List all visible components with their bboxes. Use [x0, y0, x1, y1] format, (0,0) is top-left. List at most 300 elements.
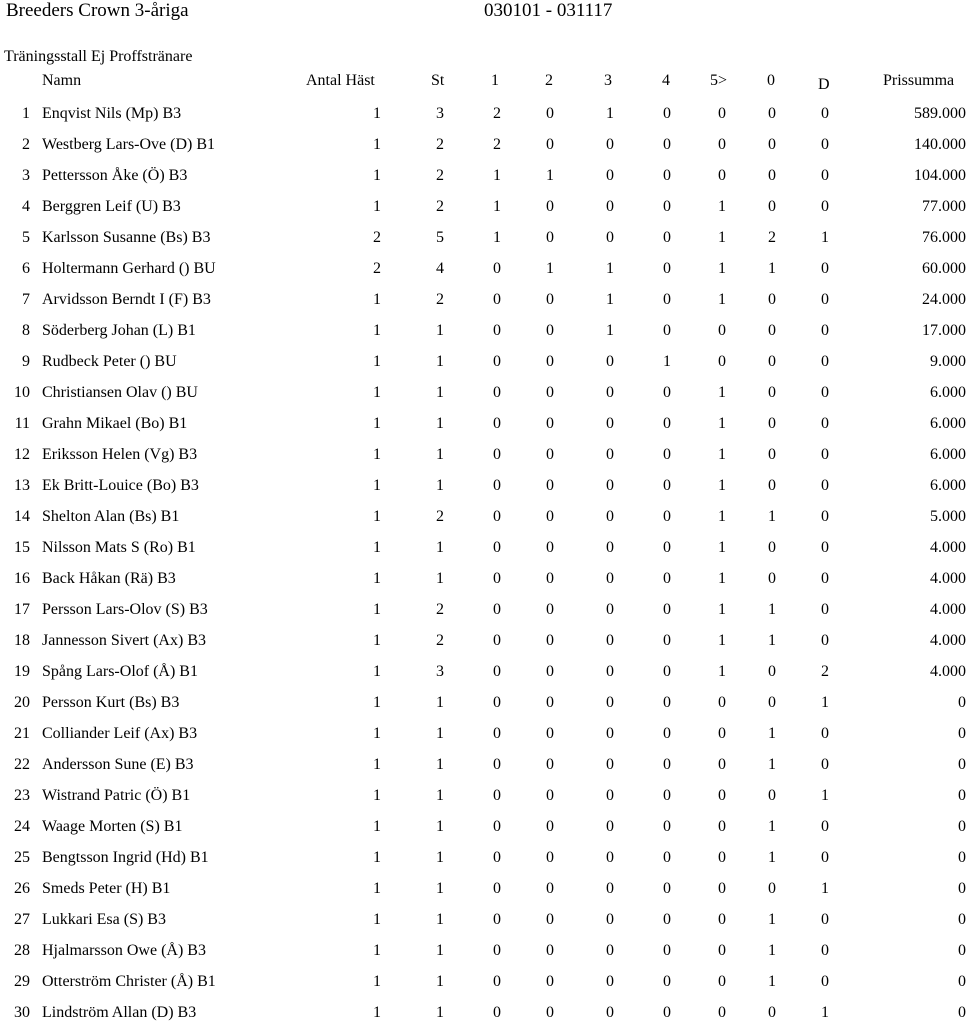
row-zero: 1 [768, 756, 776, 773]
row-fourth: 0 [663, 136, 671, 153]
row-fourth: 0 [663, 570, 671, 587]
row-first: 0 [493, 849, 501, 866]
row-disqualified: 0 [821, 446, 829, 463]
row-fourth: 0 [663, 1004, 671, 1021]
row-zero: 1 [768, 508, 776, 525]
table-row [0, 409, 966, 440]
row-name: Christiansen Olav () BU [42, 384, 198, 401]
row-second: 0 [546, 787, 554, 804]
row-antal: 1 [373, 911, 381, 928]
row-fourth: 0 [663, 663, 671, 680]
row-rank: 27 [14, 911, 30, 928]
row-starts: 1 [436, 322, 444, 339]
table-row [0, 502, 966, 533]
row-first: 0 [493, 632, 501, 649]
row-zero: 1 [768, 632, 776, 649]
row-antal: 1 [373, 942, 381, 959]
row-disqualified: 0 [821, 508, 829, 525]
row-name: Enqvist Nils (Mp) B3 [42, 105, 182, 122]
row-fifth-plus: 0 [718, 353, 726, 370]
row-second: 0 [546, 973, 554, 990]
row-antal: 1 [373, 725, 381, 742]
row-third: 0 [606, 911, 614, 928]
row-fifth-plus: 0 [718, 973, 726, 990]
row-name: Persson Lars-Olov (S) B3 [42, 601, 208, 618]
row-disqualified: 0 [821, 260, 829, 277]
row-rank: 1 [22, 105, 30, 122]
row-disqualified: 0 [821, 322, 829, 339]
row-antal: 1 [373, 694, 381, 711]
row-prize: 0 [958, 694, 966, 711]
row-third: 0 [606, 229, 614, 246]
row-fifth-plus: 0 [718, 322, 726, 339]
row-starts: 1 [436, 911, 444, 928]
row-fifth-plus: 1 [718, 632, 726, 649]
row-name: Wistrand Patric (Ö) B1 [42, 787, 191, 804]
row-first: 0 [493, 942, 501, 959]
row-first: 0 [493, 384, 501, 401]
row-third: 0 [606, 694, 614, 711]
row-zero: 1 [768, 601, 776, 618]
row-name: Söderberg Johan (L) B1 [42, 322, 196, 339]
row-name: Persson Kurt (Bs) B3 [42, 694, 180, 711]
row-name: Jannesson Sivert (Ax) B3 [42, 632, 206, 649]
row-second: 0 [546, 229, 554, 246]
row-third: 0 [606, 818, 614, 835]
row-zero: 0 [768, 291, 776, 308]
row-prize: 60.000 [922, 260, 966, 277]
row-prize: 0 [958, 880, 966, 897]
row-disqualified: 0 [821, 756, 829, 773]
row-fifth-plus: 1 [718, 384, 726, 401]
row-second: 0 [546, 725, 554, 742]
row-first: 0 [493, 725, 501, 742]
row-antal: 1 [373, 105, 381, 122]
row-first: 0 [493, 880, 501, 897]
row-prize: 4.000 [930, 663, 966, 680]
row-zero: 0 [768, 570, 776, 587]
row-zero: 0 [768, 1004, 776, 1021]
row-fourth: 0 [663, 508, 671, 525]
row-fourth: 0 [663, 725, 671, 742]
row-first: 2 [493, 136, 501, 153]
row-zero: 0 [768, 880, 776, 897]
row-third: 0 [606, 198, 614, 215]
column-header-fifth-plus: 5> [710, 72, 728, 89]
row-name: Arvidsson Berndt I (F) B3 [42, 291, 211, 308]
row-fifth-plus: 1 [718, 260, 726, 277]
row-second: 0 [546, 477, 554, 494]
row-fifth-plus: 0 [718, 694, 726, 711]
row-prize: 4.000 [930, 570, 966, 587]
row-name: Ek Britt-Louice (Bo) B3 [42, 477, 199, 494]
row-fifth-plus: 0 [718, 849, 726, 866]
row-starts: 1 [436, 849, 444, 866]
row-first: 2 [493, 105, 501, 122]
row-third: 0 [606, 353, 614, 370]
row-fifth-plus: 0 [718, 787, 726, 804]
row-prize: 0 [958, 818, 966, 835]
row-fourth: 0 [663, 291, 671, 308]
row-fifth-plus: 0 [718, 756, 726, 773]
row-fourth: 0 [663, 880, 671, 897]
row-first: 1 [493, 167, 501, 184]
table-row [0, 874, 966, 905]
row-starts: 1 [436, 384, 444, 401]
row-antal: 1 [373, 198, 381, 215]
table-row [0, 254, 966, 285]
row-starts: 1 [436, 942, 444, 959]
row-disqualified: 0 [821, 973, 829, 990]
row-third: 0 [606, 446, 614, 463]
row-first: 0 [493, 477, 501, 494]
row-starts: 1 [436, 570, 444, 587]
row-disqualified: 1 [821, 787, 829, 804]
row-third: 1 [606, 105, 614, 122]
row-antal: 1 [373, 849, 381, 866]
row-zero: 0 [768, 353, 776, 370]
row-first: 1 [493, 198, 501, 215]
row-fourth: 0 [663, 942, 671, 959]
row-antal: 1 [373, 136, 381, 153]
row-fifth-plus: 1 [718, 601, 726, 618]
row-disqualified: 0 [821, 198, 829, 215]
row-second: 0 [546, 508, 554, 525]
row-second: 0 [546, 849, 554, 866]
row-prize: 6.000 [930, 384, 966, 401]
row-prize: 24.000 [922, 291, 966, 308]
row-second: 0 [546, 942, 554, 959]
row-first: 0 [493, 539, 501, 556]
row-fifth-plus: 1 [718, 539, 726, 556]
row-fourth: 0 [663, 756, 671, 773]
table-body [0, 99, 966, 1029]
row-fifth-plus: 0 [718, 942, 726, 959]
row-rank: 7 [22, 291, 30, 308]
row-antal: 1 [373, 446, 381, 463]
row-disqualified: 0 [821, 849, 829, 866]
row-starts: 3 [436, 663, 444, 680]
row-rank: 26 [14, 880, 30, 897]
row-antal: 1 [373, 880, 381, 897]
row-zero: 0 [768, 477, 776, 494]
table-row [0, 192, 966, 223]
row-starts: 3 [436, 105, 444, 122]
row-starts: 1 [436, 415, 444, 432]
row-third: 0 [606, 787, 614, 804]
row-rank: 20 [14, 694, 30, 711]
row-antal: 1 [373, 508, 381, 525]
row-second: 0 [546, 198, 554, 215]
row-second: 0 [546, 322, 554, 339]
row-third: 0 [606, 415, 614, 432]
row-second: 0 [546, 756, 554, 773]
row-prize: 6.000 [930, 446, 966, 463]
row-rank: 21 [14, 725, 30, 742]
row-zero: 1 [768, 725, 776, 742]
row-first: 0 [493, 818, 501, 835]
row-starts: 1 [436, 353, 444, 370]
row-fourth: 0 [663, 260, 671, 277]
row-starts: 1 [436, 725, 444, 742]
row-starts: 2 [436, 508, 444, 525]
table-row [0, 998, 966, 1029]
row-antal: 1 [373, 973, 381, 990]
column-header-prize: Prissumma [883, 72, 955, 89]
table-header [0, 72, 960, 94]
row-antal: 2 [373, 229, 381, 246]
row-prize: 104.000 [914, 167, 966, 184]
row-rank: 25 [14, 849, 30, 866]
row-third: 0 [606, 725, 614, 742]
row-third: 0 [606, 136, 614, 153]
row-rank: 19 [14, 663, 30, 680]
table-row [0, 347, 966, 378]
row-first: 0 [493, 1004, 501, 1021]
row-third: 0 [606, 1004, 614, 1021]
row-prize: 77.000 [922, 198, 966, 215]
row-zero: 0 [768, 446, 776, 463]
row-prize: 17.000 [922, 322, 966, 339]
row-fifth-plus: 0 [718, 1004, 726, 1021]
row-starts: 2 [436, 291, 444, 308]
row-starts: 1 [436, 446, 444, 463]
row-fourth: 0 [663, 105, 671, 122]
row-disqualified: 1 [821, 1004, 829, 1021]
row-first: 0 [493, 601, 501, 618]
row-second: 0 [546, 694, 554, 711]
row-first: 0 [493, 446, 501, 463]
row-disqualified: 0 [821, 632, 829, 649]
row-prize: 0 [958, 942, 966, 959]
row-rank: 3 [22, 167, 30, 184]
row-second: 0 [546, 911, 554, 928]
row-disqualified: 0 [821, 415, 829, 432]
row-first: 0 [493, 756, 501, 773]
row-second: 0 [546, 105, 554, 122]
report-period: 030101 - 031117 [484, 0, 613, 21]
row-zero: 2 [768, 229, 776, 246]
table-row [0, 967, 966, 998]
column-header-fourth: 4 [662, 72, 670, 89]
row-starts: 1 [436, 539, 444, 556]
row-antal: 1 [373, 353, 381, 370]
row-first: 0 [493, 260, 501, 277]
row-starts: 1 [436, 477, 444, 494]
table-row [0, 440, 966, 471]
row-fifth-plus: 1 [718, 415, 726, 432]
row-third: 0 [606, 477, 614, 494]
row-third: 0 [606, 663, 614, 680]
row-zero: 1 [768, 973, 776, 990]
row-antal: 1 [373, 632, 381, 649]
row-starts: 1 [436, 1004, 444, 1021]
row-first: 0 [493, 663, 501, 680]
table-row [0, 161, 966, 192]
row-rank: 22 [14, 756, 30, 773]
row-fifth-plus: 0 [718, 911, 726, 928]
row-fifth-plus: 1 [718, 229, 726, 246]
row-third: 0 [606, 601, 614, 618]
row-disqualified: 0 [821, 384, 829, 401]
row-prize: 0 [958, 787, 966, 804]
row-first: 0 [493, 415, 501, 432]
row-disqualified: 0 [821, 911, 829, 928]
row-rank: 18 [14, 632, 30, 649]
row-name: Lindström Allan (D) B3 [42, 1004, 197, 1021]
column-header-zero: 0 [767, 72, 775, 89]
column-header-antal: Antal Häst [306, 72, 375, 89]
row-second: 0 [546, 880, 554, 897]
table-row [0, 781, 966, 812]
report-title: Breeders Crown 3-åriga [6, 0, 189, 21]
row-name: Waage Morten (S) B1 [42, 818, 183, 835]
row-fourth: 0 [663, 384, 671, 401]
row-name: Shelton Alan (Bs) B1 [42, 508, 180, 525]
row-name: Otterström Christer (Å) B1 [42, 973, 216, 990]
row-second: 0 [546, 663, 554, 680]
row-first: 0 [493, 694, 501, 711]
row-name: Rudbeck Peter () BU [42, 353, 177, 370]
row-rank: 11 [14, 415, 30, 432]
row-third: 0 [606, 632, 614, 649]
row-disqualified: 0 [821, 167, 829, 184]
row-starts: 1 [436, 787, 444, 804]
row-third: 0 [606, 508, 614, 525]
row-antal: 1 [373, 601, 381, 618]
row-disqualified: 0 [821, 136, 829, 153]
row-antal: 2 [373, 260, 381, 277]
row-fifth-plus: 1 [718, 291, 726, 308]
row-prize: 6.000 [930, 477, 966, 494]
row-fourth: 0 [663, 477, 671, 494]
column-header-disqualified: D [818, 76, 830, 93]
row-prize: 0 [958, 911, 966, 928]
row-third: 1 [606, 260, 614, 277]
row-starts: 1 [436, 973, 444, 990]
table-row [0, 316, 966, 347]
row-fourth: 0 [663, 787, 671, 804]
table-row [0, 285, 966, 316]
row-starts: 2 [436, 198, 444, 215]
row-name: Berggren Leif (U) B3 [42, 198, 181, 215]
report-subtitle: Träningsstall Ej Proffstränare [4, 48, 193, 65]
column-header-second: 2 [545, 72, 553, 89]
row-second: 0 [546, 353, 554, 370]
row-fourth: 0 [663, 198, 671, 215]
row-antal: 1 [373, 1004, 381, 1021]
row-disqualified: 0 [821, 570, 829, 587]
row-disqualified: 0 [821, 539, 829, 556]
row-antal: 1 [373, 291, 381, 308]
row-name: Westberg Lars-Ove (D) B1 [42, 136, 216, 153]
table-row [0, 843, 966, 874]
row-fourth: 0 [663, 632, 671, 649]
table-row [0, 223, 966, 254]
table-row [0, 564, 966, 595]
row-zero: 0 [768, 663, 776, 680]
row-rank: 29 [14, 973, 30, 990]
row-second: 0 [546, 1004, 554, 1021]
row-name: Hjalmarsson Owe (Å) B3 [42, 942, 206, 959]
row-prize: 0 [958, 849, 966, 866]
table-row [0, 905, 966, 936]
row-third: 0 [606, 384, 614, 401]
row-fourth: 0 [663, 229, 671, 246]
row-antal: 1 [373, 384, 381, 401]
row-antal: 1 [373, 818, 381, 835]
row-rank: 10 [14, 384, 30, 401]
row-starts: 1 [436, 694, 444, 711]
row-rank: 15 [14, 539, 30, 556]
row-fifth-plus: 1 [718, 198, 726, 215]
row-starts: 1 [436, 880, 444, 897]
row-fifth-plus: 0 [718, 818, 726, 835]
row-fourth: 0 [663, 601, 671, 618]
row-second: 0 [546, 539, 554, 556]
row-prize: 0 [958, 1004, 966, 1021]
row-first: 0 [493, 508, 501, 525]
row-prize: 0 [958, 756, 966, 773]
row-disqualified: 2 [821, 663, 829, 680]
row-fourth: 0 [663, 446, 671, 463]
row-zero: 1 [768, 911, 776, 928]
row-second: 0 [546, 632, 554, 649]
row-rank: 12 [14, 446, 30, 463]
row-disqualified: 0 [821, 353, 829, 370]
row-name: Eriksson Helen (Vg) B3 [42, 446, 198, 463]
row-second: 0 [546, 601, 554, 618]
row-fifth-plus: 0 [718, 880, 726, 897]
row-fifth-plus: 1 [718, 446, 726, 463]
row-antal: 1 [373, 663, 381, 680]
row-prize: 0 [958, 973, 966, 990]
row-rank: 9 [22, 353, 30, 370]
row-zero: 0 [768, 198, 776, 215]
row-antal: 1 [373, 167, 381, 184]
table-row [0, 936, 966, 967]
row-third: 1 [606, 291, 614, 308]
row-starts: 1 [436, 818, 444, 835]
row-fourth: 0 [663, 167, 671, 184]
row-third: 0 [606, 849, 614, 866]
row-fifth-plus: 0 [718, 167, 726, 184]
row-third: 0 [606, 973, 614, 990]
row-disqualified: 0 [821, 942, 829, 959]
row-rank: 6 [22, 260, 30, 277]
row-antal: 1 [373, 477, 381, 494]
row-first: 0 [493, 911, 501, 928]
row-third: 0 [606, 539, 614, 556]
row-fourth: 0 [663, 973, 671, 990]
row-starts: 2 [436, 167, 444, 184]
row-zero: 0 [768, 787, 776, 804]
column-header-first: 1 [491, 72, 499, 89]
row-rank: 14 [14, 508, 30, 525]
table-row [0, 626, 966, 657]
row-name: Colliander Leif (Ax) B3 [42, 725, 198, 742]
row-fourth: 0 [663, 322, 671, 339]
row-prize: 4.000 [930, 601, 966, 618]
table-row [0, 471, 966, 502]
row-antal: 1 [373, 415, 381, 432]
row-fourth: 0 [663, 911, 671, 928]
row-fifth-plus: 0 [718, 105, 726, 122]
row-first: 0 [493, 291, 501, 308]
row-first: 1 [493, 229, 501, 246]
row-disqualified: 0 [821, 601, 829, 618]
row-rank: 16 [14, 570, 30, 587]
